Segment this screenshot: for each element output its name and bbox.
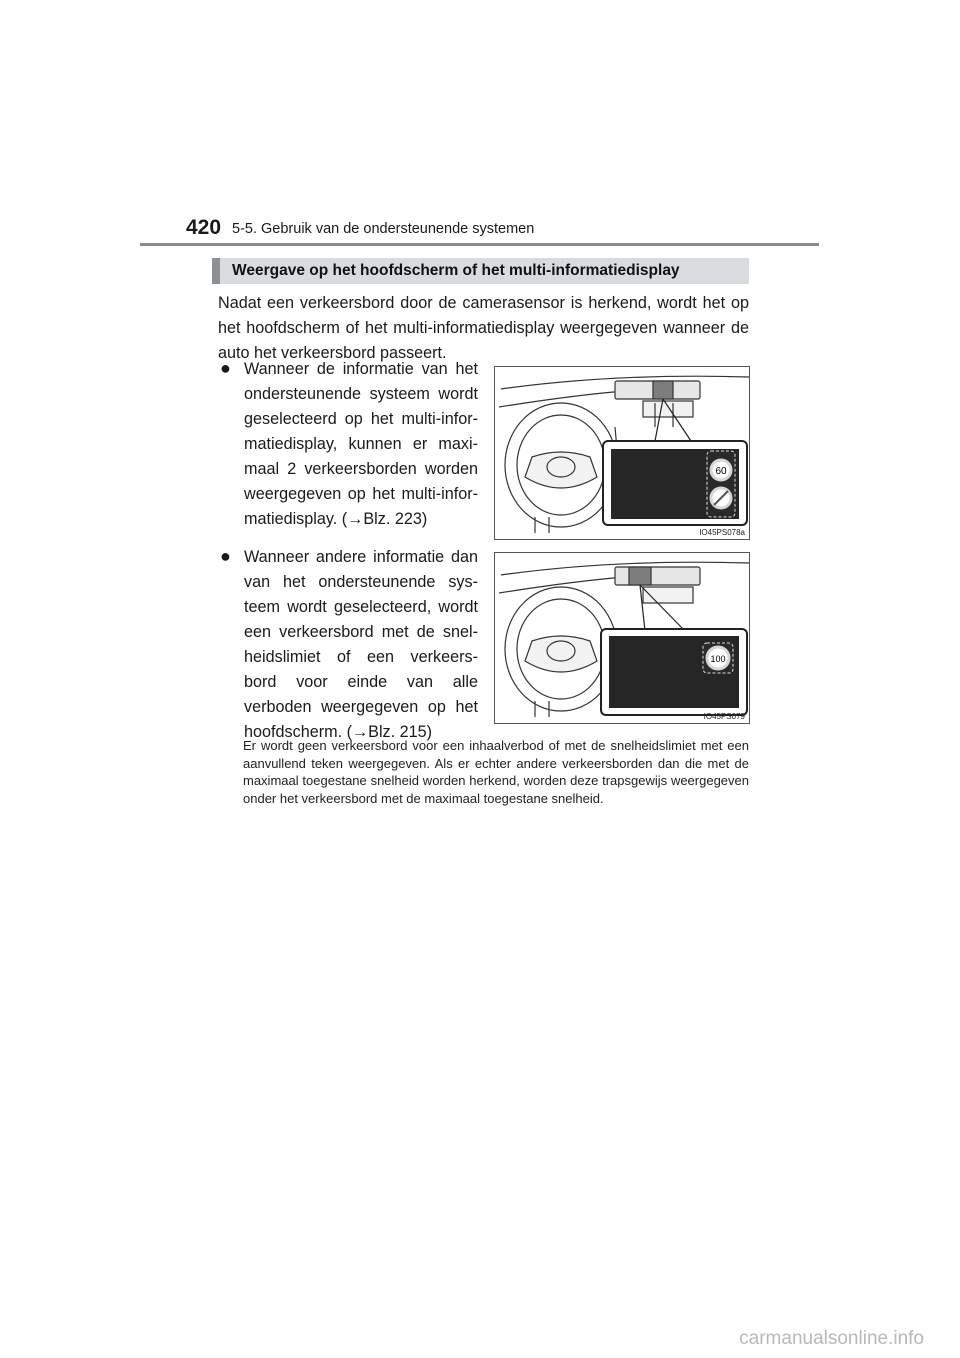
section-heading	[212, 258, 749, 284]
dashboard-illustration	[495, 367, 749, 539]
bullet-line: teem wordt geselecteerd, wordt	[244, 598, 478, 616]
note-paragraph: Er wordt geen verkeersbord voor een inhaalverbod of met de snelheidslimiet met een aanvullend teken weergegeven. Als er echter andere verkeersborden dan die met de maximaal toegestane snelheid worden herkend, worden deze trapsgewijs weergegeven onder het verkeersbord met de maximaal toegestane snelheid.	[243, 738, 749, 806]
chapter-title: 5-5. Gebruik van de ondersteunende systemen	[232, 221, 535, 237]
figure-dashboard-multi-info-display	[494, 366, 750, 540]
figure-dashboard-main-display	[494, 552, 750, 724]
bullet-line: een verkeersbord met de snel-	[244, 623, 478, 641]
bullet-line: Wanneer de informatie van het	[244, 360, 478, 378]
svg-text:60: 60	[715, 466, 727, 477]
bullet-line: van het ondersteunende sys-	[244, 573, 478, 591]
svg-text:100: 100	[710, 654, 726, 664]
bullet-dot-icon: ●	[220, 358, 231, 378]
speed-limit-100-icon	[707, 647, 729, 669]
bullet-line: verboden weergegeven op het	[244, 698, 478, 716]
page-number: 420	[186, 216, 222, 239]
bullet-line: maal 2 verkeersborden worden	[244, 460, 478, 478]
bullet-line: heidslimiet of een verkeers-	[244, 648, 478, 666]
bullet-text	[244, 357, 478, 532]
bullet-text	[244, 545, 478, 745]
bullet-line: matiedisplay. (→Blz. 223)	[244, 510, 428, 528]
section-heading-text: Weergave op het hoofdscherm of het multi-informatiedisplay	[232, 262, 680, 279]
bullet-line: matiedisplay, kunnen er maxi-	[244, 435, 478, 453]
bullet-line: weergegeven op het multi-infor-	[244, 485, 478, 503]
figure-code: IO45PS078a	[699, 528, 745, 537]
watermark: carmanualsonline.info	[739, 1328, 924, 1349]
bullet-dot-icon: ●	[220, 546, 231, 566]
bullet-line: hoofdscherm. (→Blz. 215)	[244, 723, 433, 741]
speed-limit-60-icon	[711, 460, 731, 480]
bullet-line: geselecteerd op het multi-infor-	[244, 410, 478, 428]
bullet-line: bord voor einde van alle	[244, 673, 478, 691]
header-rule	[140, 243, 819, 246]
bullet-line: Wanneer andere informatie dan	[244, 548, 478, 566]
dashboard-illustration	[495, 553, 749, 723]
intro-paragraph: Nadat een verkeersbord door de camerasensor is herkend, wordt het op het hoofdscherm of het multi-informatiedisplay weergegeven wanneer de auto het verkeersbord passeert.	[218, 294, 749, 362]
end-of-restrictions-sign-icon	[711, 488, 731, 508]
figure-code: IO45PS079	[703, 712, 745, 721]
bullet-line: ondersteunende systeem wordt	[244, 385, 478, 403]
